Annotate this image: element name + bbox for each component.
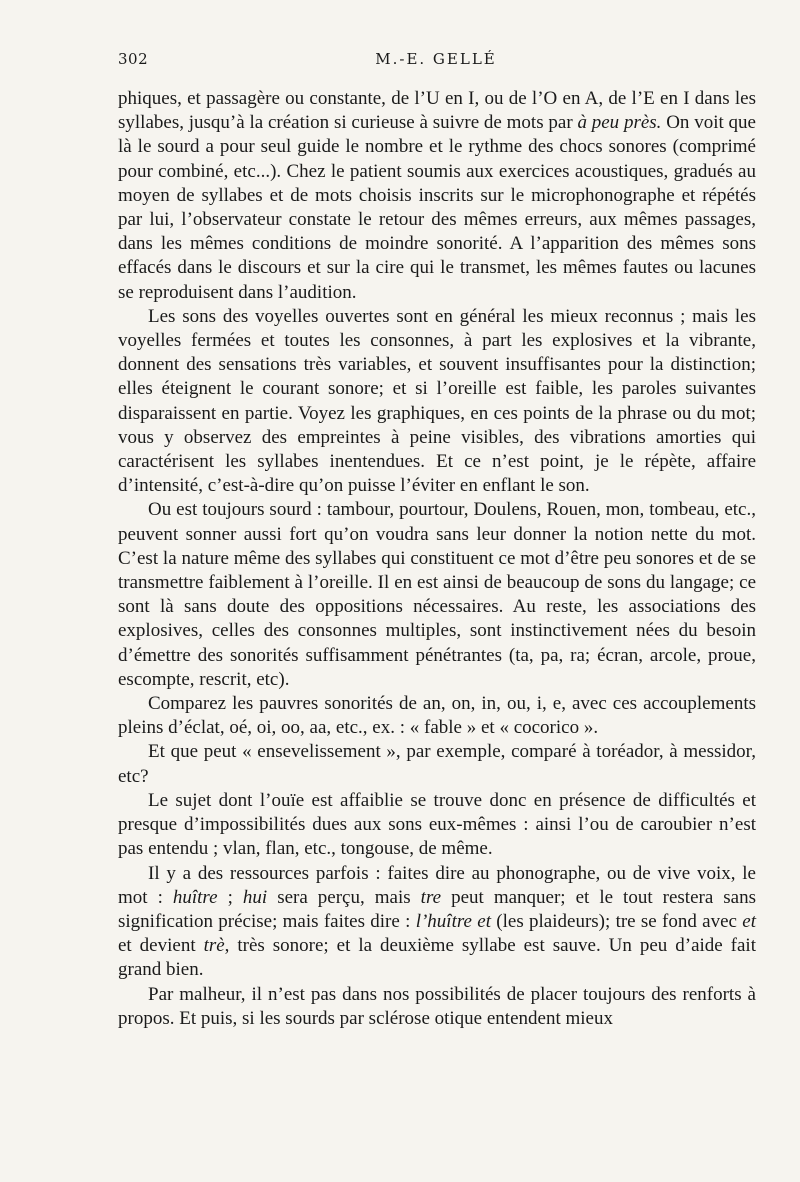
italic-text: et (742, 910, 756, 932)
text-segment: (les plaideurs); tre se fond avec (491, 910, 743, 932)
text-segment: Par malheur, il n’est pas dans nos possibilités de placer toujours des renforts à propos. Et puis, si les sourds par sclérose otique entendent mieux (118, 983, 756, 1029)
text-segment: phiques, et passagère ou constante, de l’U en I, ou de l’O en A, de l’E en I dans les syllabes, jusqu’à la création si curieuse à suivre de mots par (118, 88, 756, 134)
text-segment: Le sujet dont l’ouïe est affaiblie se trouve donc en présence de difficultés et presque d’impossibilités dues aux sons eux-mêmes : ainsi l’ou de caroubier n’est pas entendu ; vlan, flan, etc., tongouse, de même. (118, 789, 756, 860)
italic-text: l’huître et (415, 910, 491, 932)
text-segment: sera perçu, mais (267, 886, 421, 908)
paragraph (118, 740, 756, 788)
italic-text: huître (172, 886, 218, 908)
page-number: 302 (118, 50, 149, 68)
paragraph (118, 87, 756, 305)
text-segment: , très sonore; et la deuxième syllabe est sauve. Un peu d’aide fait grand bien. (118, 935, 756, 981)
paragraph (118, 789, 756, 862)
paragraph (118, 692, 756, 740)
italic-text: à peu près. (577, 112, 662, 134)
text-segment: peut manquer; et le tout restera sans signification précise; mais faites dire : (118, 886, 757, 932)
body-text (118, 87, 756, 1031)
italic-text: hui (242, 886, 268, 908)
text-segment: On voit que là le sourd a pour seul guide le nombre et le rythme des chocs sonores (comprimé pour combiné, etc...). Chez le patient soumis aux exercices acoustiques, gradués au moyen de syllabes et de mots choisis inscrits sur le microphonographe et répétés par lui, l’observateur constate le retour des mêmes erreurs, aux mêmes passages, dans les mêmes conditions de moindre sonorité. A l’apparition des mêmes sons effacés dans le discours et sur la cire qui le transmet, les mêmes fautes ou lacunes se reproduisent dans l’audition. (118, 112, 756, 303)
text-segment: Et que peut « ensevelissement », par exemple, comparé à toréador, à messidor, etc? (118, 741, 756, 787)
text-segment: Comparez les pauvres sonorités de an, on, in, ou, i, e, avec ces accouplements pleins d’éclat, oé, oi, oo, aa, etc., ex. : « fable » et « cocorico ». (118, 693, 756, 739)
italic-text: tre (420, 886, 442, 908)
text-segment: Il y a des ressources parfois : faites dire au phonographe, ou de vive voix, le mot : (118, 862, 756, 908)
page-header (118, 50, 754, 72)
paragraph (118, 498, 756, 692)
paragraph (118, 305, 756, 499)
running-head: M.-E. GELLÉ (375, 50, 497, 68)
text-segment: Les sons des voyelles ouvertes sont en général les mieux reconnus ; mais les voyelles fermées et toutes les consonnes, à part les explosives et la vibrante, donnent des sensations très variables, et souvent insuffisantes pour la distinction; elles éteignent le courant sonore; et si l’oreille est faible, les paroles suivantes disparaissent en partie. Voyez les graphiques, en ces points de la phrase ou du mot; vous y observez des empreintes à peine visibles, des vibrations amorties qui caractérisent les syllabes inentendues. Et ce n’est point, je le répète, affaire d’intensité, c’est-à-dire qu’on puisse l’éviter en enflant le son. (118, 305, 756, 497)
italic-text: trè (203, 935, 225, 957)
paragraph (118, 983, 756, 1031)
paragraph (118, 862, 756, 983)
text-segment: et devient (118, 935, 204, 957)
text-segment: ; (217, 886, 243, 908)
text-segment: Ou est toujours sourd : tambour, pourtour, Doulens, Rouen, mon, tombeau, etc., peuvent sonner aussi fort qu’on voudra sans leur donner la notion nette du mot. C’est la nature même des syllabes qui constituent ce mot d’être peu sonores et de se transmettre faiblement à l’oreille. Il en est ainsi de beaucoup de sons du langage; ce sont là sans doute des oppositions nécessaires. Au reste, les associations des explosives, celles des consonnes multiples, sont instinctivement nées du besoin d’émettre des sonorités suffisamment pénétrantes (ta, pa, ra; écran, arcole, proue, escompte, rescrit, etc). (118, 499, 756, 690)
